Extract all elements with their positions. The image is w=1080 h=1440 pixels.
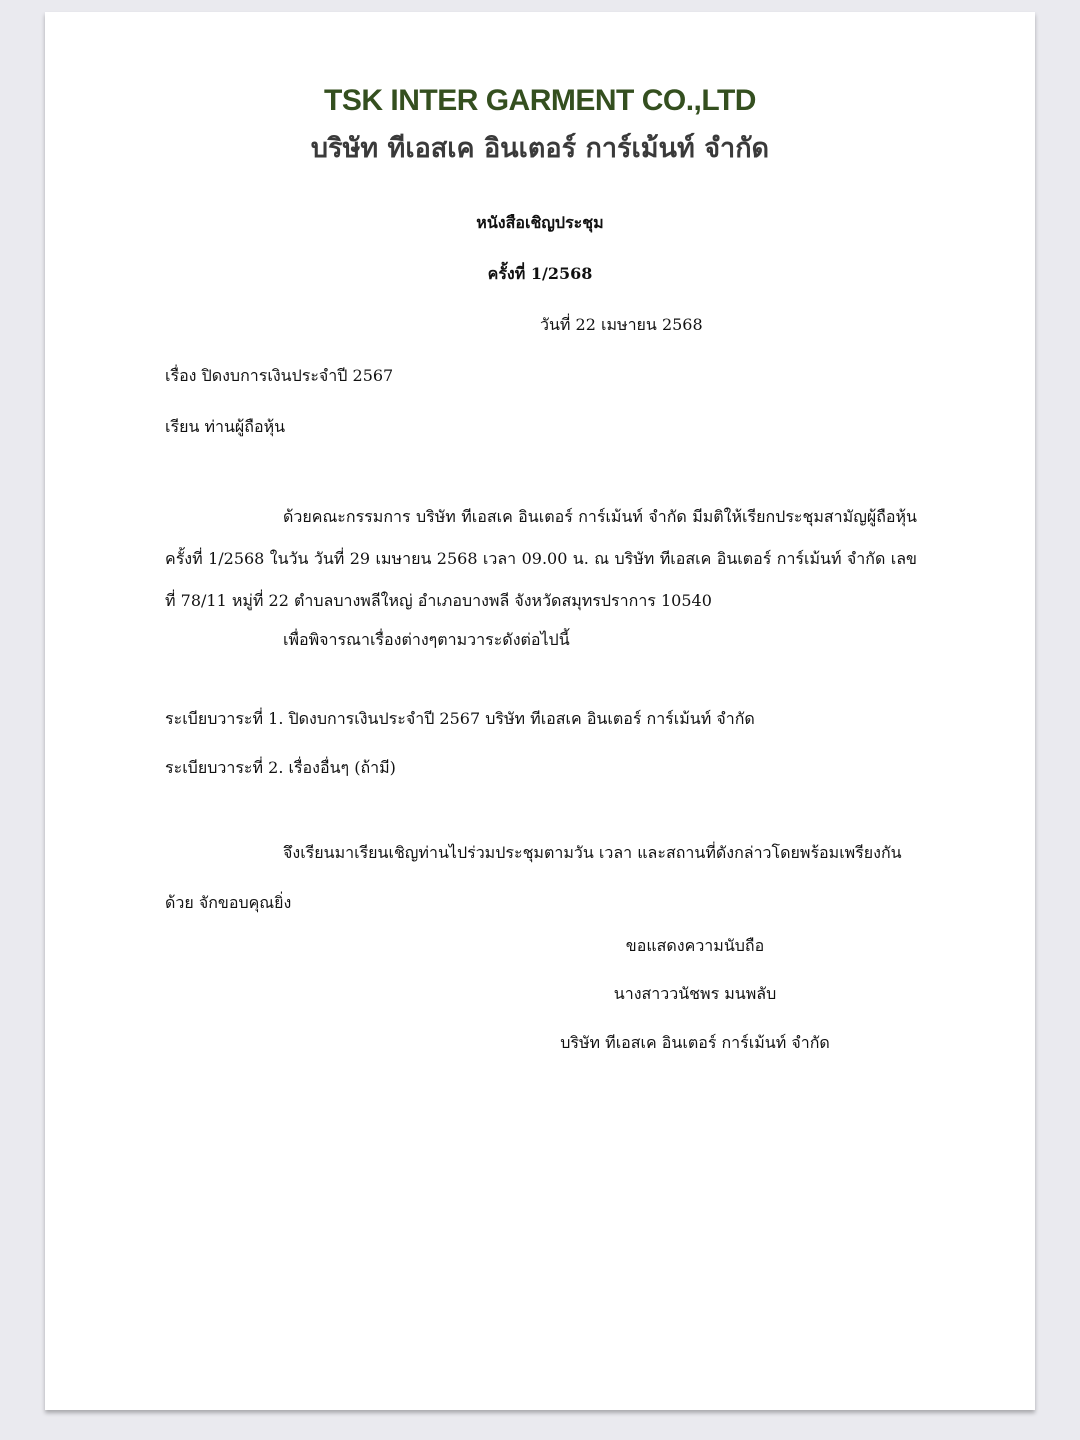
signatory-name: นางสาววนัชพร มนพลับ (613, 984, 777, 1003)
document-page (45, 12, 1035, 1410)
company-name-english: TSK INTER GARMENT CO.,LTD (324, 84, 756, 117)
meeting-number: ครั้งที่ 1/2568 (487, 264, 593, 283)
letter-date: วันที่ 22 เมษายน 2568 (540, 315, 703, 334)
company-name-thai: บริษัท ทีเอสเค อินเตอร์ การ์เม้นท์ จำกัด (310, 133, 770, 164)
closing-salutation: ขอแสดงความนับถือ (625, 936, 765, 955)
agenda-item-1: ระเบียบวาระที่ 1. ปิดงบการเงินประจำปี 2567 บริษัท ทีเอสเค อินเตอร์ การ์เม้นท์ จำกัด (165, 709, 755, 728)
purpose-line: เพื่อพิจารณาเรื่องต่างๆตามวาระดังต่อไปนี้ (283, 630, 570, 649)
closing-paragraph: จึงเรียนมาเรียนเชิญท่านไปร่วมประชุมตามวัน เวลา และสถานที่ดังกล่าวโดยพร้อมเพรียงกันด้วย จักขอบคุณยิ่ง (165, 843, 902, 912)
addressee-line: เรียน ท่านผู้ถือหุ้น (165, 417, 286, 436)
document-title: หนังสือเชิญประชุม (476, 213, 604, 232)
agenda-item-2: ระเบียบวาระที่ 2. เรื่องอื่นๆ (ถ้ามี) (165, 758, 396, 777)
signatory-company: บริษัท ทีเอสเค อินเตอร์ การ์เม้นท์ จำกัด (560, 1033, 830, 1052)
invitation-letter (45, 12, 1035, 1410)
body-paragraph: ด้วยคณะกรรมการ บริษัท ทีเอสเค อินเตอร์ การ์เม้นท์ จำกัด มีมติให้เรียกประชุมสามัญผู้ถือหุ้น ครั้งที่ 1/2568 ในวัน วันที่ 29 เมษายน 2568 เวลา 09.00 น. ณ บริษัท ทีเอสเค อินเตอร์ การ์เม้นท์ จำกัด เลขที่ 78/11 หมู่ที่ 22 ตำบลบางพลีใหญ่ อำเภอบางพลี จังหวัดสมุทรปราการ 10540 (165, 507, 917, 610)
subject-line: เรื่อง ปิดงบการเงินประจำปี 2567 (165, 366, 394, 385)
